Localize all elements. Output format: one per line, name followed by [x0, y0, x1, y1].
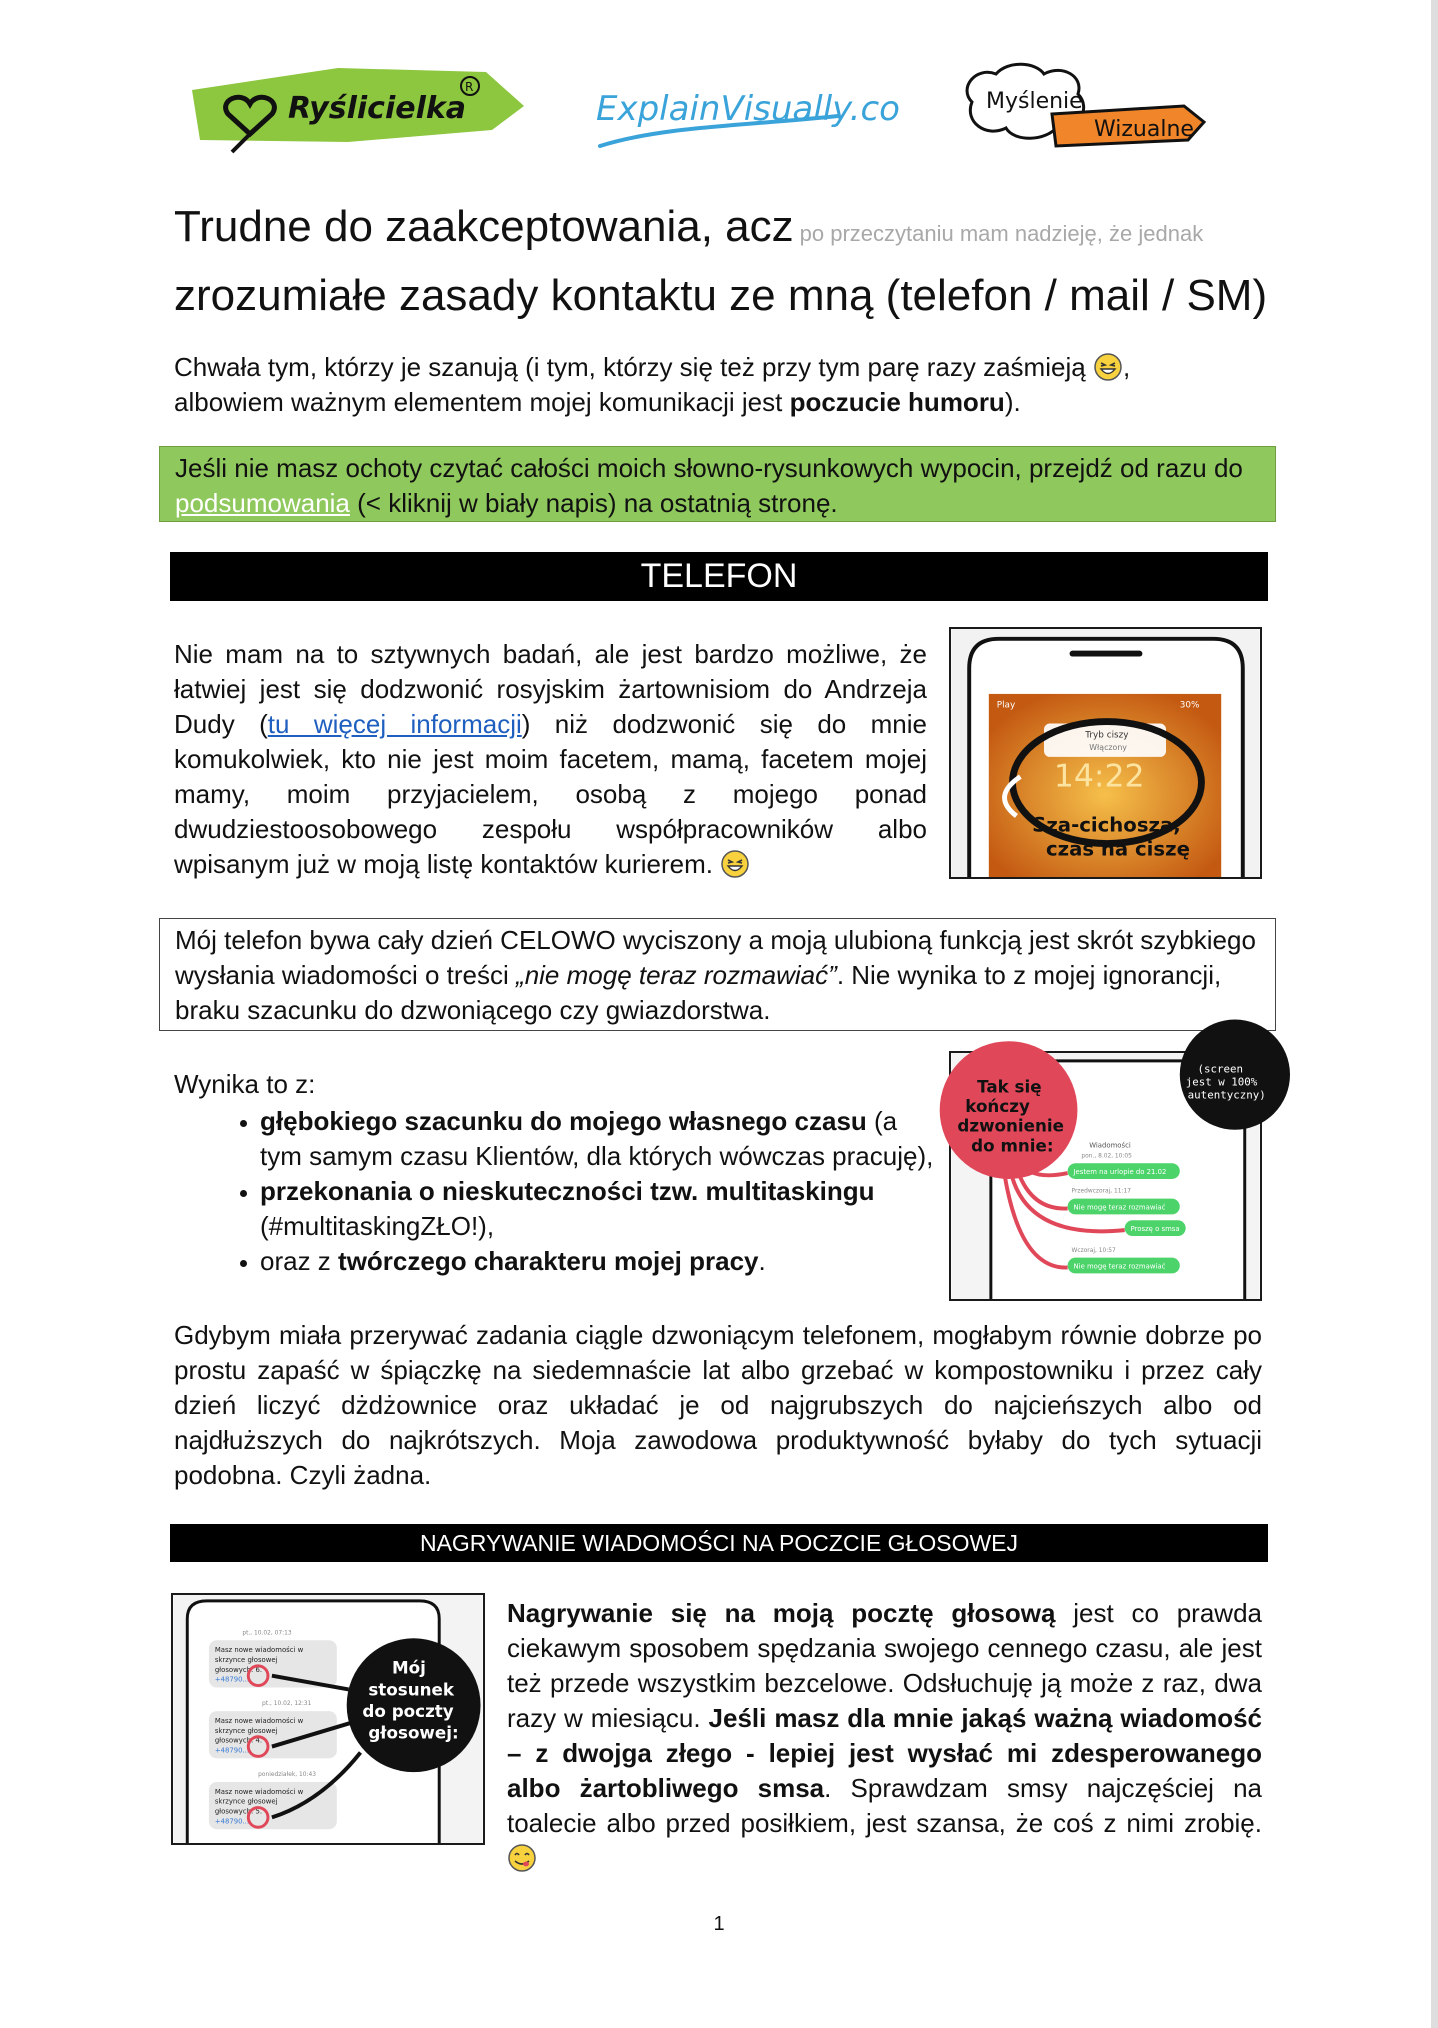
caption-line-2: czas na ciszę — [1045, 837, 1190, 861]
summary-link[interactable]: podsumowania — [175, 488, 350, 518]
vm-msg-1c: głosowych: 6. — [214, 1665, 263, 1674]
yum-emoji-icon — [507, 1843, 537, 1873]
reason-bold: głębokiego szacunku do mojego własnego czasu — [260, 1106, 867, 1136]
interruption-paragraph: Gdybym miała przerywać zadania ciągle dzwoniącym telefonem, mogłabym równie dobrze po prostu zapaść w śpiączkę na siedemnaście lat albo grzebać w kompostowniku i przez cały dzień liczyć dżdżownice oraz układać je od najgrubszych do najcieńszych albo od najdłuższych do najkrótszych. Moja zawodowa produktywność byłaby do tych sytuacji podobna. Czyli żadna. — [174, 1320, 1262, 1490]
vm-date-1: pt., 10.02, 07:13 — [242, 1630, 292, 1637]
title-aside: po przeczytaniu mam nadzieję, że jednak — [799, 221, 1204, 246]
silent-mode-sub: Włączony — [1089, 743, 1127, 753]
more-info-link[interactable]: tu więcej informacji — [267, 709, 522, 739]
voicemail-bold-1: Nagrywanie się na moją pocztę głosową — [507, 1598, 1056, 1628]
laughing-emoji-icon — [720, 849, 750, 879]
intro-paragraph — [174, 350, 1264, 420]
laughing-emoji-icon — [1093, 352, 1123, 382]
voicemail-paragraph — [507, 1596, 1262, 1876]
reasons-lead: Wynika to z: — [174, 1069, 316, 1099]
caption-line-1: Sza-cichosza, — [1032, 813, 1181, 837]
vm-msg-1b: skrzynce głosowej — [214, 1655, 278, 1664]
intro-text-2: , — [1122, 352, 1131, 382]
msg-1: Jestem na urlopie do 21.02 — [1073, 1168, 1167, 1177]
page-edge-shadow — [1431, 0, 1438, 2028]
date-1: pon., 8.02, 10:05 — [1081, 1153, 1132, 1160]
vm-num-1: +48790... — [214, 1675, 250, 1684]
intro-text-1: Chwała tym, którzy je szanują (i tym, którzy się też przy tym parę razy zaśmieją — [174, 352, 1086, 382]
vm-bubble-1: Mój — [391, 1657, 426, 1678]
reasons-list — [174, 1104, 934, 1279]
silent-phone-box — [159, 918, 1276, 1031]
bubble-line-3: dzwonienie — [957, 1115, 1064, 1136]
sender-name: Wiadomości — [1089, 1141, 1131, 1150]
bubble-line-4: do mnie: — [971, 1135, 1054, 1156]
vm-bubble-4: głosowej: — [368, 1722, 459, 1743]
clock-time: 14:22 — [1053, 758, 1145, 795]
silent-quote: „nie mogę teraz rozmawiać” — [516, 960, 837, 990]
bubble-line-1: Tak się — [977, 1076, 1042, 1097]
date-2: Przedwczoraj, 11:17 — [1071, 1188, 1132, 1195]
reason-rest: (#multitaskingZŁO!), — [260, 1211, 495, 1241]
status-left: Play — [996, 700, 1016, 711]
reason-bold: przekonania o nieskuteczności tzw. multitaskingu — [260, 1176, 875, 1206]
reason-rest: (a tym samym czasu Klientów, dla których wówczas pracuję), — [260, 1106, 934, 1171]
myslenie-logo-text: Myślenie — [986, 89, 1083, 114]
list-item — [260, 1104, 934, 1174]
sms-conversation-illustration — [949, 1051, 1266, 1301]
note-line-3: autentyczny) — [1187, 1088, 1266, 1102]
vm-bubble-2: stosunek — [368, 1679, 455, 1700]
intro-text-4: ). — [1004, 387, 1021, 417]
reason-pre: oraz z — [260, 1246, 339, 1276]
bubble-line-2: kończy — [965, 1096, 1030, 1117]
msg-3: Proszę o smsa — [1130, 1225, 1180, 1234]
myslenie-wizualne-logo — [952, 58, 1210, 158]
title-line-2: zrozumiałe zasady kontaktu ze mną (telefon / mail / SM) — [174, 271, 1268, 320]
ryslicielka-logo — [188, 60, 528, 156]
telefon-text-2: ) niż dodzwonić się do mnie komukolwiek, kto nie jest moim facetem, mamą, facetem mojej mamy, moim przyjacielem, osobą z mojego ponad dwudziestoosobowego zespołu współpracowników albo wpisanym już w moją listę kontaktów kurierem. — [174, 709, 927, 879]
page-title — [174, 196, 1284, 327]
voicemail-text-1: jest co prawda ciekawym sposobem spędzania swojego cennego czasu, ale jest też przede wszystkim bezcelowe. Odsłuchuję ją może z raz, dwa razy w miesiącu. — [507, 1598, 1262, 1733]
vm-msg-2a: Masz nowe wiadomości w — [214, 1716, 304, 1725]
explainvisually-logo — [594, 76, 900, 160]
summary-notice-box — [159, 446, 1276, 522]
vm-date-3: poniedziałek, 10:43 — [258, 1772, 316, 1779]
wizualne-logo-text: Wizualne — [1094, 117, 1194, 142]
vm-date-2: pt., 10.02, 12:31 — [262, 1701, 312, 1708]
vm-msg-3c: głosowych: 5. — [214, 1807, 263, 1816]
vm-msg-2b: skrzynce głosowej — [214, 1726, 278, 1735]
title-line-1: Trudne do zaakceptowania, acz — [174, 202, 794, 251]
voicemail-illustration — [171, 1593, 485, 1845]
section-header-voicemail: NAGRYWANIE WIADOMOŚCI NA POCZCIE GŁOSOWEJ — [170, 1524, 1268, 1562]
vm-msg-1a: Masz nowe wiadomości w — [214, 1646, 304, 1655]
reasons-section — [174, 1067, 934, 1279]
notice-text-1: Jeśli nie masz ochoty czytać całości moich słowno-rysunkowych wypocin, przejdź od razu do — [175, 453, 1243, 483]
list-item — [260, 1244, 934, 1279]
status-right: 30% — [1179, 700, 1200, 711]
intro-text-3: albowiem ważnym elementem mojej komunikacji jest — [174, 387, 783, 417]
ryslicielka-logo-text: Ryślicielka — [288, 91, 467, 126]
vm-num-2: +48790... — [214, 1746, 250, 1755]
vm-num-3: +48790... — [214, 1817, 250, 1826]
vm-msg-2c: głosowych: 4. — [214, 1736, 263, 1745]
reason-bold: twórczego charakteru mojej pracy — [338, 1246, 759, 1276]
silent-mode-label: Tryb ciszy — [1085, 730, 1129, 741]
msg-4: Nie mogę teraz rozmawiać — [1073, 1262, 1166, 1271]
note-line-2: jest w 100% — [1185, 1075, 1258, 1089]
telefon-paragraph — [174, 637, 927, 882]
vm-msg-3a: Masz nowe wiadomości w — [214, 1787, 304, 1796]
reason-rest: . — [758, 1246, 766, 1276]
section-header-telefon: TELEFON — [170, 552, 1268, 601]
silent-text-2: . Nie wynika to z mojej ignorancji, braku szacunku do dzwoniącego czy gwiazdorstwa. — [175, 960, 1222, 1025]
vm-bubble-3: do poczty — [362, 1701, 454, 1722]
page-number: 1 — [713, 1913, 725, 1935]
silent-phone-illustration — [949, 627, 1262, 879]
date-3: Wczoraj, 10:57 — [1071, 1247, 1116, 1254]
vm-msg-3b: skrzynce głosowej — [214, 1797, 278, 1806]
voicemail-text-2: . Sprawdzam smsy najczęściej na toalecie albo przed posiłkiem, jest szansa, że coś z nimi zrobię. — [507, 1773, 1263, 1838]
intro-bold-humor: poczucie humoru — [789, 387, 1005, 417]
msg-2: Nie mogę teraz rozmawiać — [1073, 1203, 1166, 1212]
telefon-text-1: Nie mam na to sztywnych badań, ale jest bardzo możliwe, że łatwiej jest się dodzwonić rosyjskim żartownisiom do Andrzeja Dudy ( — [174, 639, 927, 739]
note-line-1: (screen — [1197, 1062, 1244, 1076]
silent-text-1: Mój telefon bywa cały dzień CELOWO wyciszony a moją ulubioną funkcją jest skrót szybkiego wysłania wiadomości o treści — [175, 925, 1256, 990]
registered-mark: R — [465, 80, 474, 94]
list-item — [260, 1174, 934, 1244]
notice-text-2: (< kliknij w biały napis) na ostatnią stronę. — [357, 488, 838, 518]
voicemail-bold-2: Jeśli masz dla mnie jakąś ważną wiadomość – z dwojga złego - lepiej jest wysłać mi zdesperowanego albo żartobliwego smsa — [507, 1703, 1262, 1803]
explainvisually-logo-text: ExplainVisually.co — [596, 89, 900, 129]
